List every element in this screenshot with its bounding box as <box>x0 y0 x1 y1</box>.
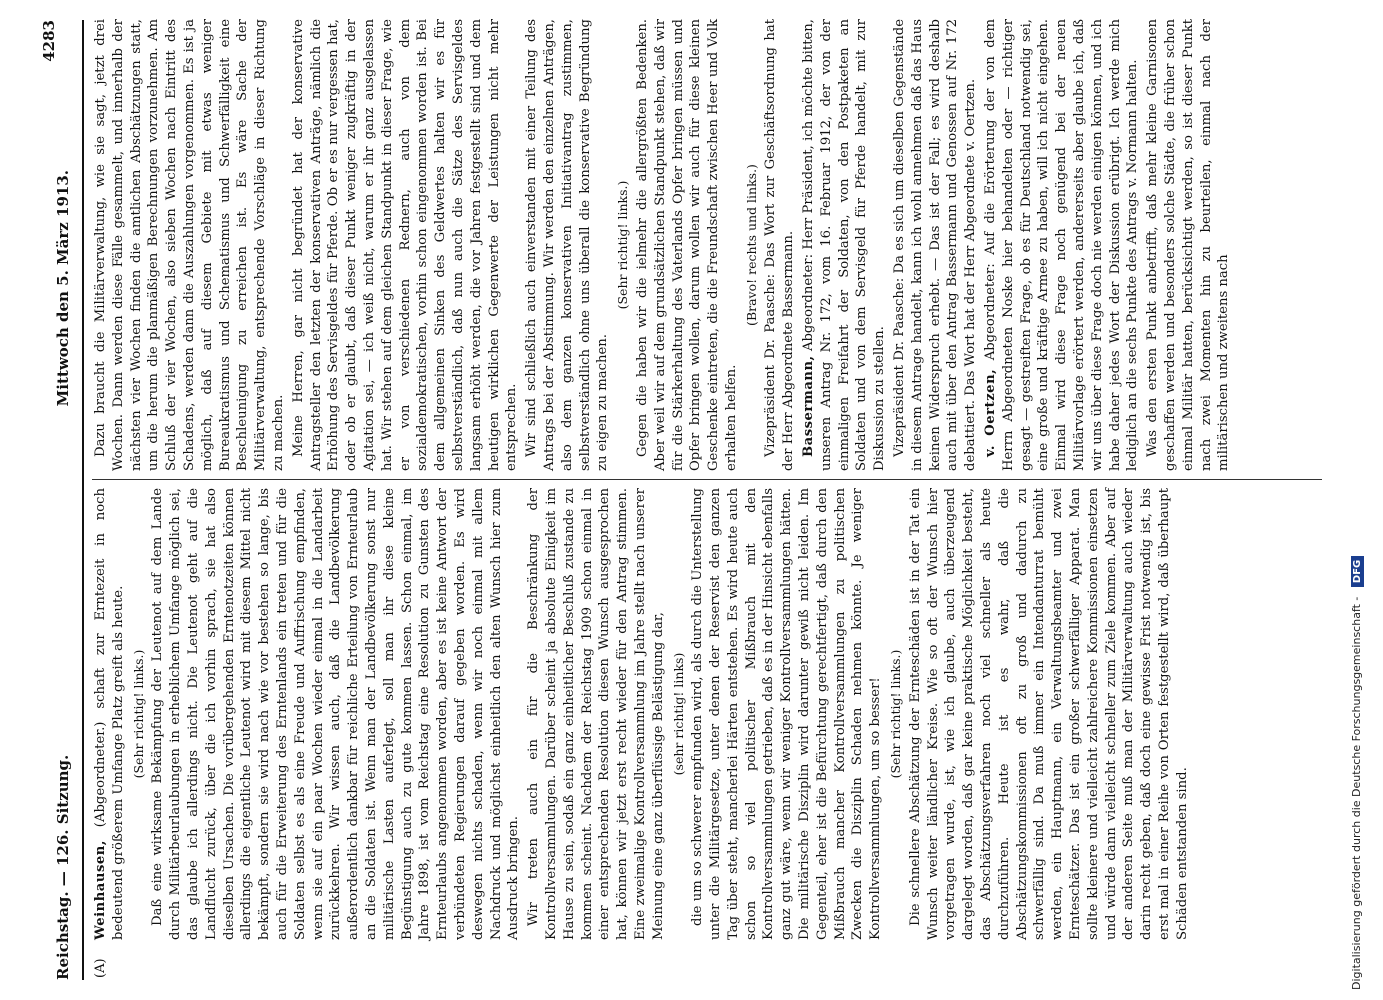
dfg-logo: DFG <box>1351 556 1364 587</box>
applause-3: (Sehr richtig! links.) <box>888 649 904 779</box>
right-p5: Vizepräsident Dr. Paasche: Das Wort zur Geschäftsordnung hat der Herr Abgeordnete Bassermann. <box>763 19 797 471</box>
left-p2: Daß eine wirksame Bekämpfung der Leutenot auf dem Lande durch Militärbeurlaubungen in erheblichem Umfange möglich sei, das glaube ich allerdings nicht. Die Leutenot geht auf die Landflucht zurück, über die ich vorhin sprach, sie hat also dieselben Ursachen. Die vorübergehenden Erntenotzeiten können allerdings die eigentliche Leutenot wird mit diesem Mittel nicht bekämpft, sondern sie wird nach wie vor bestehen so lange, bis auch für die Erweiterung des Erntenlands ein treten und für die Soldaten selbst es als eine Freude und Auffrischung empfinden, wenn sie auf ein paar Wochen wieder einmal in die Landarbeit zurückkehren. Wir wissen auch, daß die Landbevölkerung außerordentlich dankbar für reichliche Erteilung von Ernteurlaub an die Soldaten ist. Wenn man der Landbevölkerung sonst nur militärische Lasten auferlegt, soll man ihr diese kleine Begünstigung auch zu gute kommen lassen. Schon einmal, im Jahre 1898, ist vom Reichstag eine Resolution zu Gunsten des Ernteurlaubs angenommen worden, aber es ist keine Antwort der verbündeten Regierungen darauf gegeben worden. Es wird deswegen nichts schaden, wenn wir noch einmal mit allem Nachdruck und möglichst einheitlich den alten Wunsch hier zum Ausdruck bringen. <box>150 488 522 940</box>
left-column <box>92 487 1322 978</box>
right-p3: Wir sind schließlich auch einverstanden mit einer Teilung des Antrags bei der Abstimmung. Wir werden den einzelnen Anträgen, also dem ganzen konservativen Initiativantrag zustimmen, selbstverständlich ohne uns überall die konservative Begründung zu eigen zu machen. <box>524 19 611 471</box>
applause-4: (Sehr richtig! links.) <box>615 180 631 310</box>
dfg-credit <box>1350 556 1364 990</box>
right-p2: Meine Herren, gar nicht begründet hat der konservative Antragsteller den letzten der konservativen Anträge, nämlich die Erhöhung des Servisgeldes für Pferde. Ob er es nur vergessen hat, oder ob er glaubt, daß dieser Punkt weniger zugkräftig in der Agitation sei, — ich weiß nicht, warum er ihr ganz ausgelassen hat. Wir stehen auf dem gleichen Standpunkt in dieser Frage, wie er von verschiedenen Rednern, auch von dem sozialdemokratischen, vorhin schon eingenommen worden ist. Bei dem allgemeinen Sinken des Geldwertes halten wir es für selbstverständlich, daß nun auch die Sätze des Servisgeldes langsam erhöht werden, die vor Jahren festgestellt sind und dem heutigen wirklichen Gegenwerte der Leistungen nicht mehr entsprechen. <box>290 19 520 471</box>
right-p6-text: Abgeordneter: Herr Präsident, ich möchte bitten, unseren Antrag Nr. 172, vom 16. Februar 1912, der von der einmaligen Freifahrt der Soldaten, von den Postpaketen an Soldaten und von dem Servisgeld für Pferde handelt, mit zur Diskussion zu stellen. <box>801 19 888 471</box>
header-date: Mittwoch den 5. März 1913. <box>54 170 72 407</box>
header-rule <box>82 20 84 980</box>
page-header <box>40 20 84 980</box>
speaker-role: Abgeordneter. <box>93 726 108 823</box>
right-p9: Was den ersten Punkt anbetrifft, daß mehr kleine Garnisonen geschaffen werden und besonders solche Städte, die früher schon einmal Militär hatten, berücksichtigt werden, so ist dieser Punkt nach zwei Momenten hin zu beurteilen, einmal nach der militärischen und zweitens nach <box>1145 19 1232 471</box>
right-p8 <box>982 19 1142 471</box>
applause-5: (Bravo! rechts und links.) <box>743 164 759 326</box>
left-p1: Weinhausen, (Abgeordneter.) schaft zur Erntezeit in noch bedeutend größerem Umfange Platz greift als heute. <box>93 487 126 940</box>
left-p1-text: schaft zur Erntezeit in noch bedeutend größerem Umfange Platz greift als heute. <box>93 487 126 940</box>
right-p6 <box>800 19 889 471</box>
page-number: 4283 <box>40 20 58 62</box>
left-p4: die um so schwerer empfunden wird, als durch die Unterstellung unter die Militärgesetze, unter denen der Reservist den ganzen Tag über steht, mancherlei Härten entstehen. Es wird heute auch schon so viel politischer Mißbrauch mit den Kontrollversammlungen getrieben, daß es in der Hinsicht ebenfalls ganz gut wäre, wenn wir weniger Kontrollversammlungen hätten. Die militärische Disziplin wird darunter gewiß nicht leiden. Im Gegenteil, eher ist die Befürchtung gerechtfertigt, daß durch den Mißbrauch mancher Kontrollversammlungen zu politischen Zwecken die Disziplin Schaden nehmen könnte. Je weniger Kontrollversammlungen, um so besser! <box>690 488 884 940</box>
right-p7: Vizepräsident Dr. Paasche: Da es sich um dieselben Gegenstände in diesem Antrage handelt, kann ich wohl annehmen daß das Haus keinen Widerspruch erhebt. — Das ist der Fall; es wird deshalb auch mit über den Antrag Bassermann und Genossen auf Nr. 172 debattiert. Das Wort hat der Herr Abgeordnete v. Oertzen. <box>892 19 979 471</box>
marker-a: (A) <box>93 958 108 978</box>
right-column <box>92 19 1322 480</box>
speaker-bassermann: Bassermann, <box>801 355 817 457</box>
applause-1: (Sehr richtig! links.) <box>130 649 146 779</box>
left-p5: Die schnellere Abschätzung der Ernteschäden ist in der Tat ein Wunsch weiter ländlicher Kreise. Wie so oft der Wunsch hier vorgetragen wurde, ist, wie ich glaube, auch überzeugend dargelegt worden, daß gar keine praktische Möglichkeit besteht, das Abschätzungsverfahren noch viel schneller als heute durchzuführen. Heute ist es wahr, daß die Abschätzungskommissionen oft zu groß und dadurch zu schwerfällig sind. Da muß immer ein Intendanturrat bemüht werden, ein Hauptmann, ein Verwaltungsbeamter und zwei Ernteschätzer. Das ist ein großer schwerfälliger Apparat. Man sollte kleinere und vielleicht zahlreichere Kommissionen einsetzen und würde dann vielleicht schneller zum Ziele kommen. Aber auf der anderen Seite muß man der Militärverwaltung auch wieder darin recht geben, daß doch eine gewisse Frist notwendig ist, bis erst mal in einer Reihe von Orten festgestellt wird, daß überhaupt Schäden entstanden sind. <box>907 488 1190 940</box>
dfg-credit-text: Digitalisierung gefördert durch die Deutsche Forschungsgemeinschaft - <box>1350 596 1363 990</box>
left-p3: Wir treten auch ein für die Beschränkung der Kontrollversammlungen. Darüber scheint ja absolute Einigkeit im Hause zu sein, sodaß ein ganz einheitlicher Beschluß zustande zu kommen scheint. Nachdem der Reichstag 1909 schon einmal in einer entsprechenden Resolution diesen Wunsch ausgesprochen hat, können wir jetzt erst recht wieder für den Antrag stimmen. Eine zweimalige Kontrollversammlung im Jahre stellt nach unserer Meinung eine ganz überflüssige Belästigung dar, <box>526 488 666 940</box>
header-left: Reichstag. — 126. Sitzung. <box>54 754 72 980</box>
speaker-weinhausen: Weinhausen, <box>93 840 108 940</box>
rotated-page <box>40 19 1334 980</box>
right-p1: Dazu braucht die Militärverwaltung, wie sie sagt, jetzt drei Wochen. Dann werden diese Fälle gesammelt, und innerhalb der nächsten vier Wochen finden die amtlichen Abschätzungen statt, um die herum die planmäßigen Berechnungen vorzunehmen. Am Schluß der vier Wochen, also sieben Wochen nach Eintritt des Schadens, werden dann die Auszahlungen vorgenommen. Es ist ja möglich, daß auf diesem Gebiete mit etwas weniger Bureaukratismus und Schematismus und Schwerfälligkeit eine Beschleunigung zu erreichen ist. Es wäre Sache der Militärverwaltung, entsprechende Vorschläge in dieser Richtung zu machen. <box>93 19 286 471</box>
right-p8-text: Abgeordneter: Auf die Erörterung der von dem Herrn Abgeordneten Noske hier behandelten oder — richtiger gesagt — gestreiften Frage, ob es für Deutschland notwendig sei, eine große und kräftige Armee zu haben, will ich nicht eingehen. Einmal wird diese Frage noch genügend bei der neuen Militärvorlage erörtert werden, andererseits aber glaube ich, daß wir uns über diese Frage doch nie werden einigen können, und ich habe daher jedes Wort der Diskussion erübrigt. Ich werde mich lediglich an die sechs Punkte des Antrags v. Normann halten. <box>983 19 1141 471</box>
speaker-oertzen: v. Oertzen, <box>983 368 999 457</box>
applause-2: (sehr richtig! links) <box>670 652 686 776</box>
header-right <box>54 20 72 406</box>
right-p4: Gegen die haben wir die ielmehr die allergrößten Bedenken. Aber weil wir auf dem grundsätzlichen Standpunkt stehen, daß wir für die Stärkerhaltung des Vaterlands Opfer bringen müssen und Opfer bringen wollen, darum wollen wir auch für diese kleinen Geschenke eintreten, die die Freundschaft zwischen Heer und Volk erhalten helfen. <box>634 19 739 471</box>
